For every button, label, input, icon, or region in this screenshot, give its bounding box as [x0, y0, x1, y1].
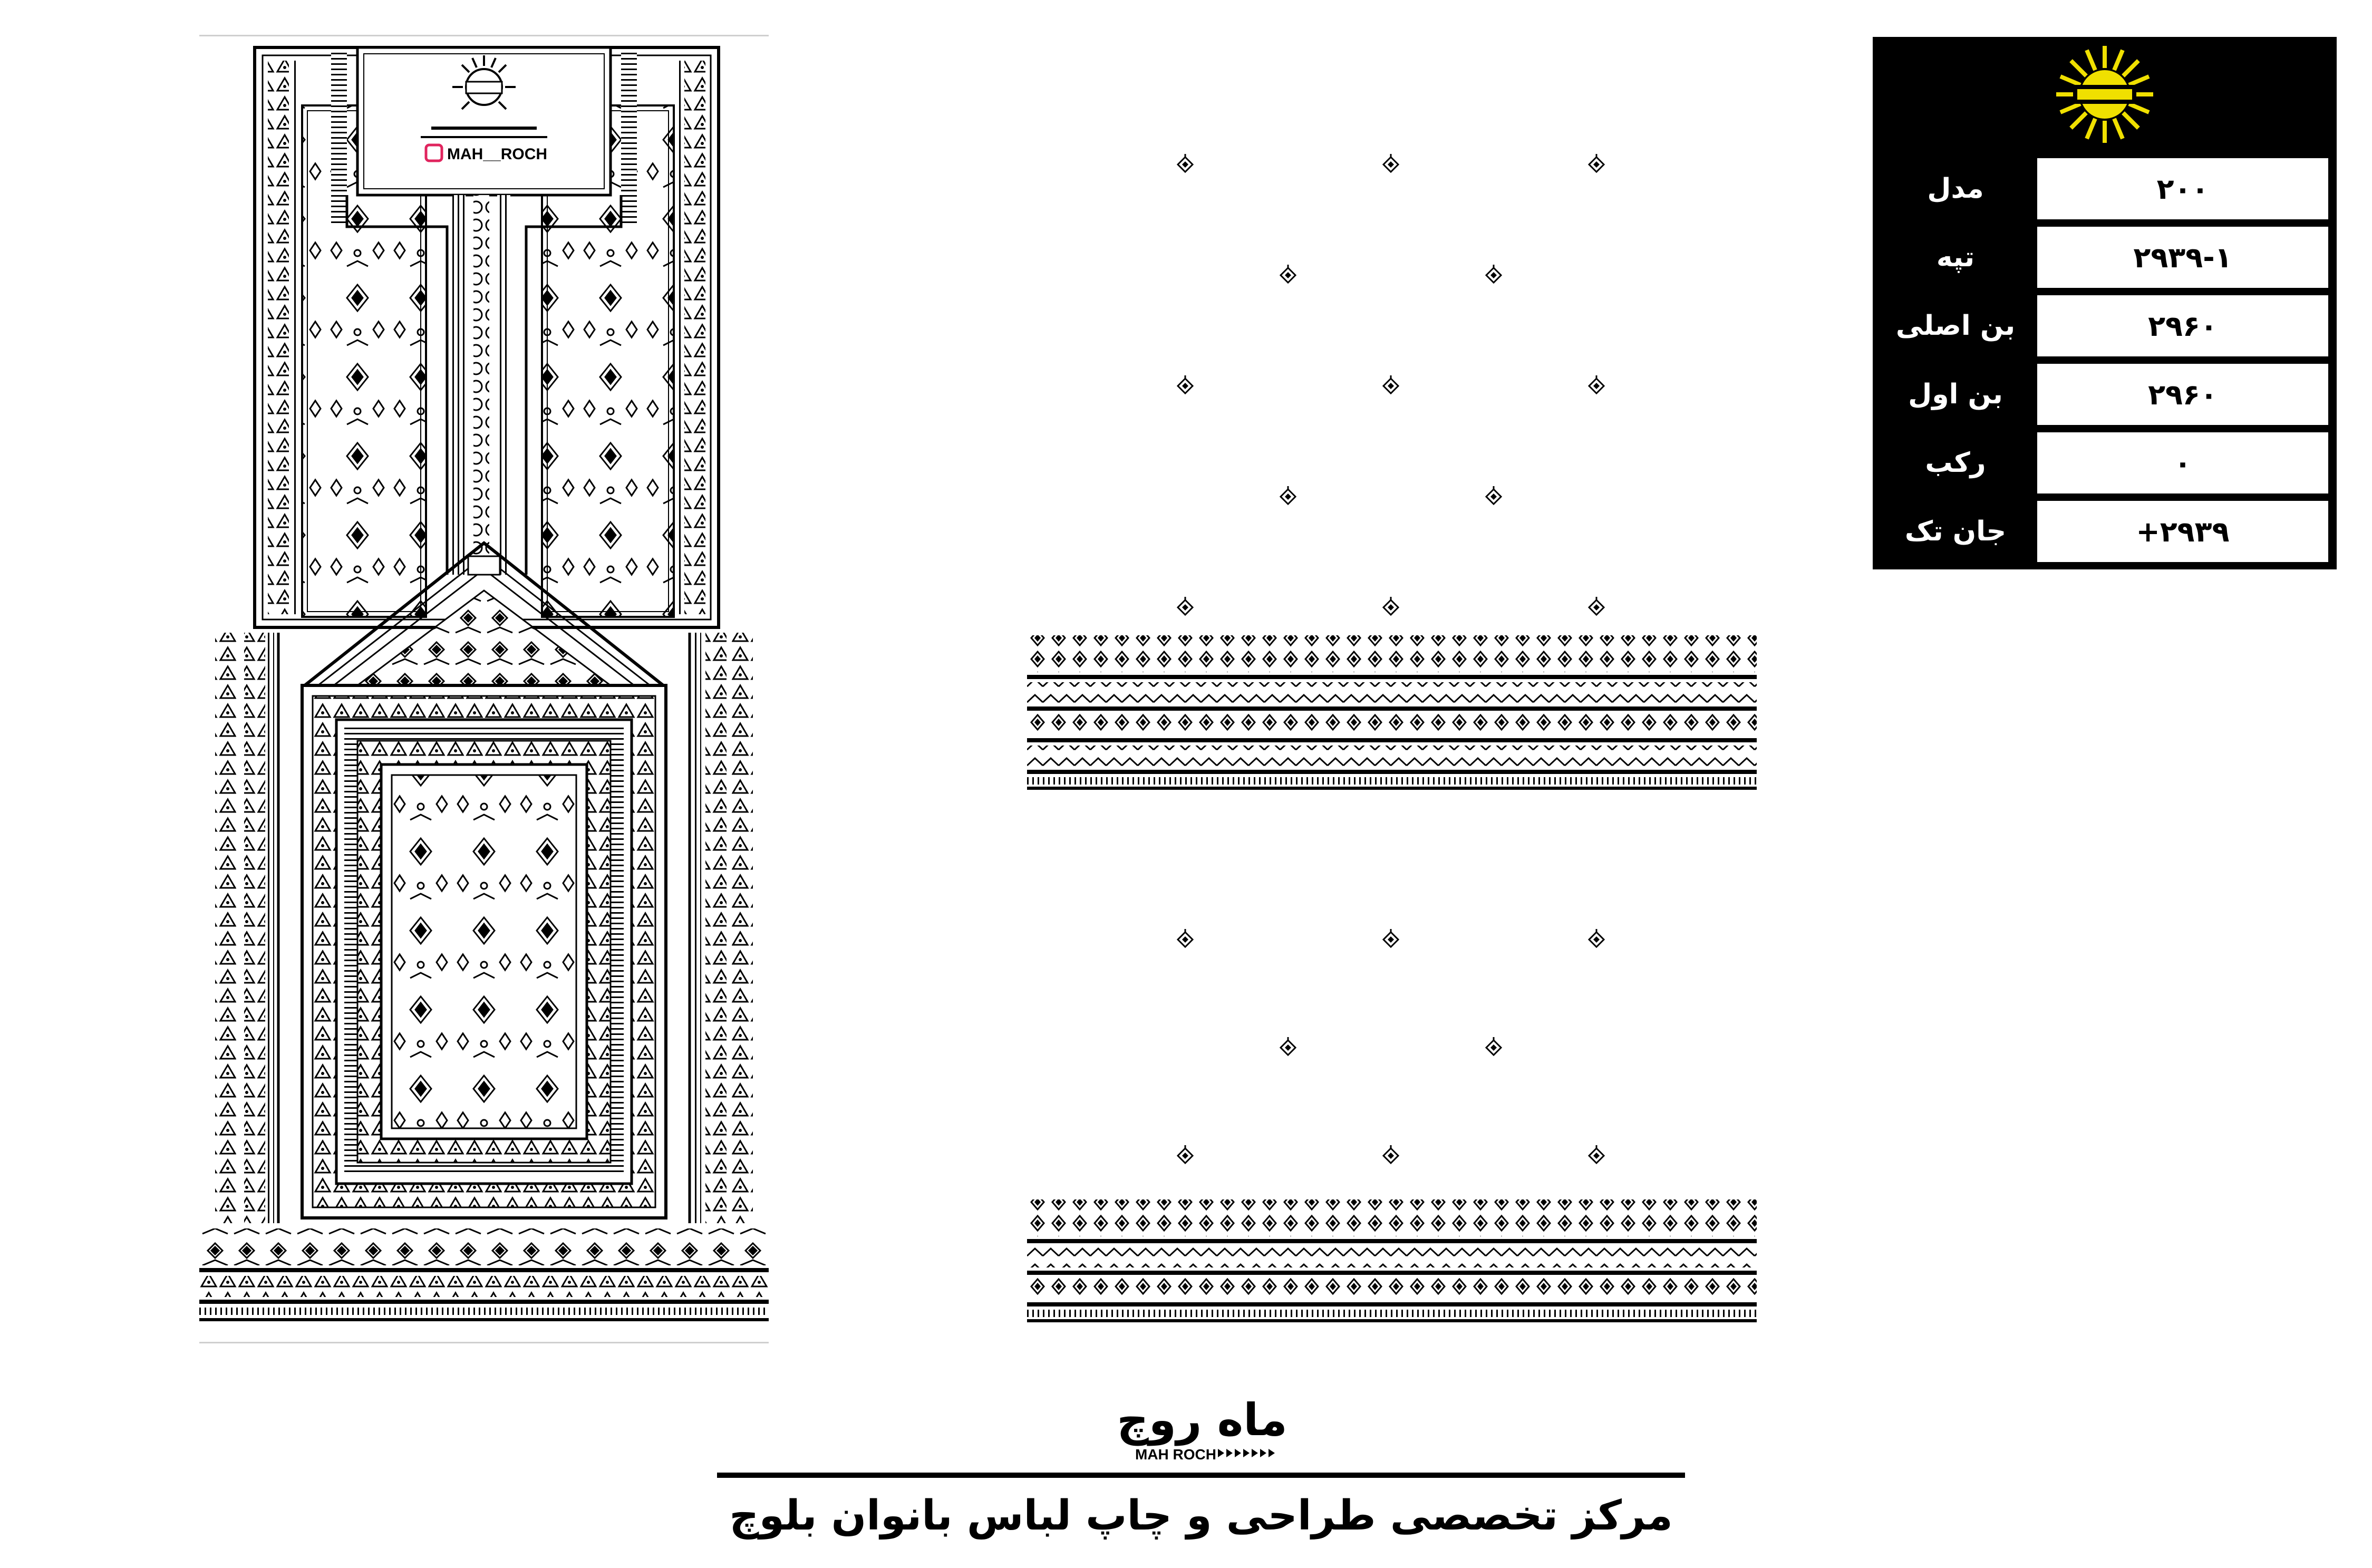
dress-top-divider — [199, 35, 769, 36]
spec-label: تپه — [1879, 225, 2032, 290]
brand-name-en: MAH ROCH — [1135, 1446, 1216, 1463]
spec-row-rokab — [1879, 430, 2330, 496]
spec-row-main-base — [1879, 293, 2330, 359]
spec-label: بن اول — [1879, 362, 2032, 427]
spec-row-model — [1879, 156, 2330, 221]
dress-front-pattern — [199, 37, 769, 1339]
spec-value: ۰ — [2035, 430, 2330, 496]
spec-label: جان تک — [1879, 499, 2032, 564]
spec-row-jantak — [1879, 499, 2330, 564]
dress-hem-band — [199, 1228, 769, 1321]
sleeve-upper-motifs — [1178, 154, 1604, 615]
sleeve-lower-drawing — [1027, 896, 1757, 1344]
dress-bottom-divider — [199, 1342, 769, 1343]
sleeve-upper-cuff-band — [1027, 635, 1757, 790]
spec-label: رکب — [1879, 430, 2032, 496]
spec-value: ۲۹۳۹+ — [2035, 499, 2330, 564]
spec-row-tapeh — [1879, 225, 2330, 290]
spec-value: ۲۹۳۹-۱ — [2035, 225, 2330, 290]
sleeve-upper-drawing — [1027, 121, 1757, 817]
footer-brand-logo — [1086, 1392, 1318, 1466]
spec-value: ۲۹۶۰ — [2035, 293, 2330, 359]
spec-rows — [1879, 156, 2330, 563]
neckline-handle: MAH__ROCH — [447, 146, 548, 163]
footer-divider — [717, 1473, 1685, 1478]
brand-name-fa: ماه روچ — [1117, 1394, 1287, 1446]
spec-table — [1873, 37, 2337, 569]
sleeve-lower-motifs — [1178, 929, 1604, 1163]
spec-row-first-base — [1879, 362, 2330, 427]
arrow-row-icon — [1218, 1449, 1275, 1457]
sun-logo-icon — [2036, 42, 2173, 147]
spec-label: مدل — [1879, 156, 2032, 221]
sleeve-pattern-lower — [1027, 896, 1757, 1344]
skirt-center-panel — [302, 685, 666, 1218]
sleeve-lower-cuff-band — [1027, 1199, 1757, 1322]
brand-wordmark — [1086, 1392, 1318, 1466]
spec-logo-cell — [1876, 40, 2334, 148]
sleeve-pattern-upper — [1027, 121, 1757, 817]
footer-tagline: مرکز تخصصی طراحی و چاپ لباس بانوان بلوچ — [729, 1492, 1673, 1540]
spec-value: ۲۹۶۰ — [2035, 362, 2330, 427]
spec-value: ۲۰۰ — [2035, 156, 2330, 221]
dress-pattern-drawing — [199, 37, 769, 1339]
spec-label: بن اصلی — [1879, 293, 2032, 359]
